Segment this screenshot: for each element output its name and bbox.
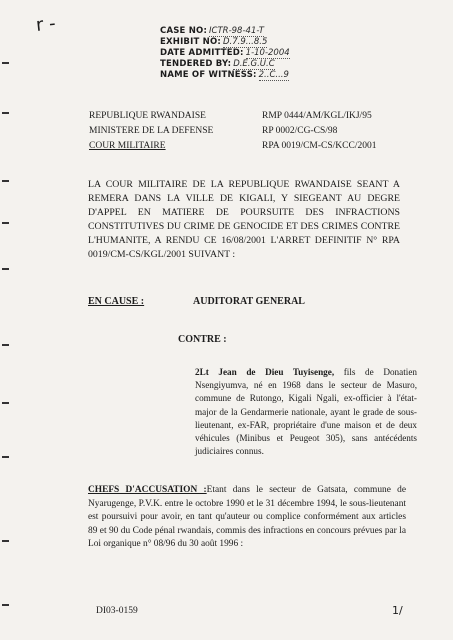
stamp-value: 1-10-2004 <box>245 48 290 58</box>
page-number: 1/ <box>392 604 403 617</box>
stamp-value: D.7.9...8.5 <box>222 37 268 47</box>
stamp-row-exhibit <box>160 37 440 48</box>
header-country: REPUBLIQUE RWANDAISE <box>89 111 206 121</box>
stamp-row-case <box>160 26 440 37</box>
scan-edge-mark <box>2 344 9 346</box>
scan-edge-mark <box>2 180 9 182</box>
scan-edge-mark <box>2 540 9 542</box>
header-court: COUR MILITAIRE <box>89 141 166 151</box>
scan-edge-mark <box>2 402 9 404</box>
case-ref-rmp: RMP 0444/AM/KGL/IKJ/95 <box>262 111 372 121</box>
scan-edge-mark <box>2 456 9 458</box>
case-ref-rpa: RPA 0019/CM-CS/KCC/2001 <box>262 141 377 151</box>
exhibit-stamp <box>160 26 440 81</box>
charges-text: Etant dans le secteur de Gatsata, commune de Nyarugenge, P.V.K. entre le octobre 1990 et le 31 décembre 1994, le sous-lieutenant est poursuivi pour avoir, en tant qu'auteur ou complice conformément aux articles 89 et 90 du Code pénal rwandais, commis des infractions en concours prévues par la Loi organique n° 08/96 du 30 août 1996 : <box>88 485 407 550</box>
handwritten-corner-mark: r - <box>34 13 57 36</box>
stamp-label: TENDERED BY: <box>160 59 232 69</box>
accused-paragraph <box>195 366 417 458</box>
stamp-row-tendered <box>160 59 440 70</box>
header-ministry: MINISTERE DE LA DEFENSE <box>89 126 214 136</box>
intro-paragraph: LA COUR MILITAIRE DE LA REPUBLIQUE RWANDAISE SEANT A REMERA DANS LA VILLE DE KIGALI, Y SIEGEANT AU DEGRE D'APPEL EN MATIERE DE POURSUITE DES INFRACTIONS CONSTITUTIVES DU CRIME DE GENOCIDE ET DES CRIMES CONTRE L'HUMANITE, A RENDU CE 16/08/2001 L'ARRET DEFINITIF N° RPA 0019/CM-CS/KGL/2001 SUIVANT : <box>88 179 400 260</box>
accused-details: fils de Donatien Nsengiyumva, né en 1968 dans le secteur de Masuro, commune de Rutongo, Kigali Ngali, ex-officier à l'état-major de la Gendarmerie nationale, ayant le grade de sous-lieutenant, ex-FAR, propriétaire d'une maison et de deux véhicules (Minibus et Peugeot 305), sans antécédents judiciaires connus. <box>195 367 417 457</box>
stamp-row-date <box>160 48 440 59</box>
scan-edge-mark <box>2 112 9 114</box>
footer-reference: DI03-0159 <box>96 606 138 616</box>
header-right <box>262 109 376 154</box>
en-cause-value: AUDITORAT GENERAL <box>193 296 305 307</box>
case-ref-rp: RP 0002/CG-CS/98 <box>262 126 338 136</box>
stamp-value: 2..C...9 <box>258 70 289 80</box>
stamp-value: D.E.G.U.C <box>233 59 275 69</box>
en-cause-label: EN CAUSE : <box>88 296 145 307</box>
stamp-label: NAME OF WITNESS: <box>160 70 257 80</box>
charges-label: CHEFS D'ACCUSATION : <box>88 485 207 495</box>
stamp-label: CASE NO: <box>160 26 208 36</box>
charges-paragraph <box>88 484 406 552</box>
stamp-label: EXHIBIT NO: <box>160 37 221 47</box>
stamp-row-witness <box>160 70 440 81</box>
stamp-label: DATE ADMITTED: <box>160 48 244 58</box>
scan-edge-mark <box>2 62 9 64</box>
header-left <box>89 109 213 154</box>
contre-heading: CONTRE : <box>178 334 227 345</box>
stamp-value: ICTR-98-41-T <box>209 26 264 36</box>
scan-edge-mark <box>2 222 9 224</box>
scan-edge-mark <box>2 268 9 270</box>
scan-edge-mark <box>2 604 9 606</box>
accused-name: 2Lt Jean de Dieu Tuyisenge, <box>195 367 335 377</box>
